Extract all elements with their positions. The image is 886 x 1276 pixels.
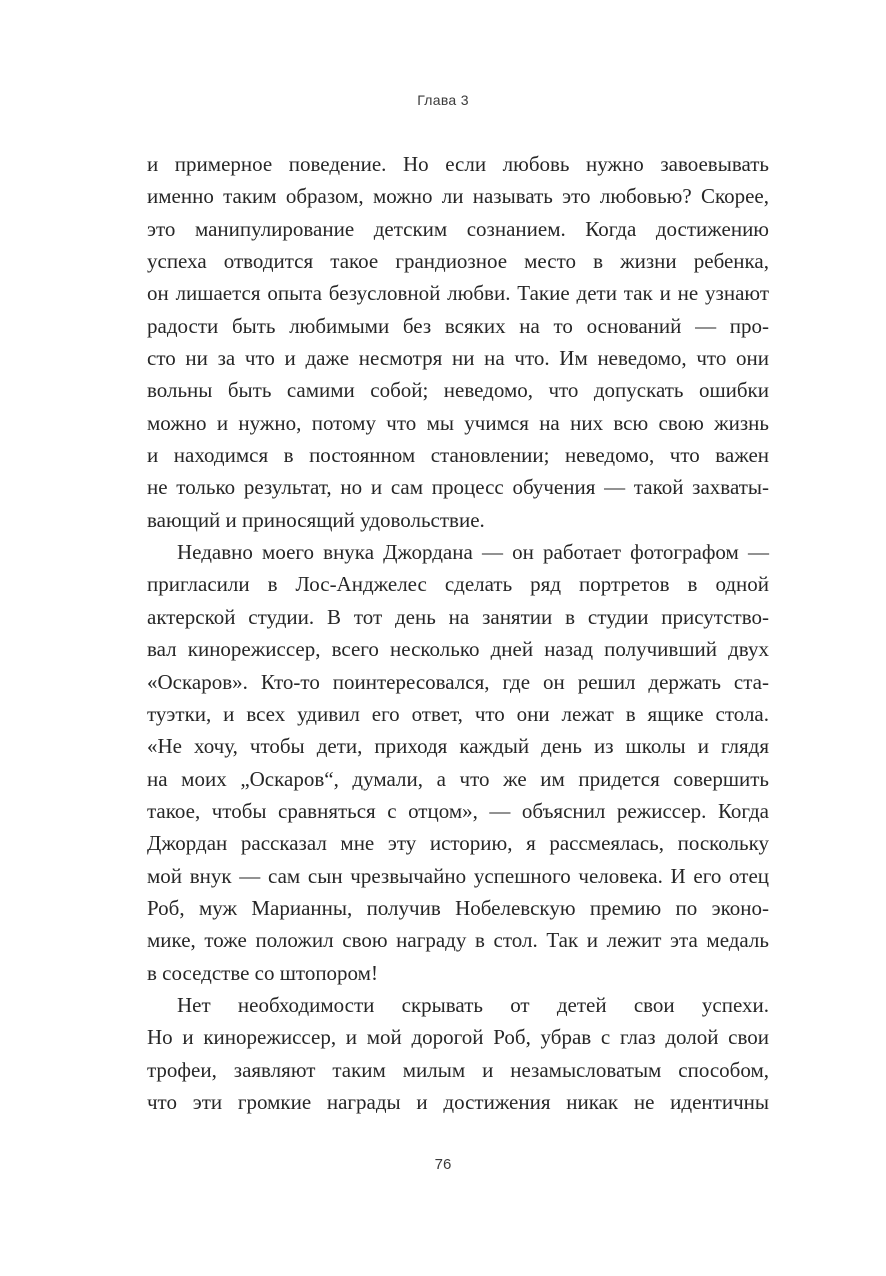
text-line: «Не хочу, чтобы дети, приходя каждый день из школы и глядя bbox=[147, 734, 769, 759]
text-line: сто ни за что и даже несмотря ни на что. Им неведомо, что они bbox=[147, 346, 769, 371]
text-line: Джордан рассказал мне эту историю, я рассмеялась, поскольку bbox=[147, 831, 769, 856]
page-number: 76 bbox=[434, 1156, 452, 1173]
text-line: Но и кинорежиссер, и мой дорогой Роб, убрав с глаз долой свои bbox=[147, 1025, 769, 1050]
paragraph bbox=[147, 989, 769, 1118]
text-line: можно и нужно, потому что мы учимся на них всю свою жизнь bbox=[147, 410, 769, 435]
text-line: что эти громкие награды и достижения никак не идентичны bbox=[147, 1089, 769, 1114]
text-line: «Оскаров». Кто-то поинтересовался, где он решил держать ста- bbox=[147, 669, 769, 694]
paragraph bbox=[147, 148, 769, 536]
text-line: вал кинорежиссер, всего несколько дней назад получивший двух bbox=[147, 637, 769, 662]
text-line: и примерное поведение. Но если любовь нужно завоевывать bbox=[147, 152, 769, 176]
text-line: успеха отводится такое грандиозное место в жизни ребенка, bbox=[147, 249, 769, 274]
text-line: Недавно моего внука Джордана — он работает фотографом — bbox=[177, 540, 769, 565]
body-text bbox=[147, 148, 769, 1118]
text-line: и находимся в постоянном становлении; неведомо, что важен bbox=[147, 443, 769, 468]
text-line: на моих „Оскаров“, думали, а что же им придется совершить bbox=[147, 766, 769, 791]
text-line: мике, тоже положил свою награду в стол. Так и лежит эта медаль bbox=[147, 928, 769, 953]
text-line: радости быть любимыми без всяких на то оснований — про- bbox=[147, 313, 769, 338]
text-line: Роб, муж Марианны, получив Нобелевскую премию по эконо- bbox=[147, 895, 769, 920]
text-line: не только результат, но и сам процесс обучения — такой захваты- bbox=[147, 475, 769, 500]
text-line: мой внук — сам сын чрезвычайно успешного человека. И его отец bbox=[147, 863, 769, 888]
text-line: Нет необходимости скрывать от детей свои успехи. bbox=[177, 992, 769, 1017]
text-line: в соседстве со штопором! bbox=[147, 960, 378, 985]
text-line: такое, чтобы сравняться с отцом», — объяснил режиссер. Когда bbox=[147, 798, 769, 823]
text-line: трофеи, заявляют таким милым и незамысловатым способом, bbox=[147, 1057, 769, 1082]
text-line: вающий и приносящий удовольствие. bbox=[147, 507, 485, 532]
text-line: пригласили в Лос-Анджелес сделать ряд портретов в одной bbox=[147, 572, 769, 597]
text-line: туэтки, и всех удивил его ответ, что они лежат в ящике стола. bbox=[147, 701, 769, 726]
text-line: это манипулирование детским сознанием. Когда достижению bbox=[147, 216, 769, 241]
text-line: именно таким образом, можно ли называть это любовью? Скорее, bbox=[147, 184, 769, 209]
text-line: актерской студии. В тот день на занятии в студии присутство- bbox=[147, 604, 769, 629]
running-head: Глава 3 bbox=[417, 92, 469, 108]
text-line: вольны быть самими собой; неведомо, что допускать ошибки bbox=[147, 378, 769, 403]
paragraph bbox=[147, 536, 769, 989]
text-line: он лишается опыта безусловной любви. Такие дети так и не узнают bbox=[147, 281, 769, 306]
